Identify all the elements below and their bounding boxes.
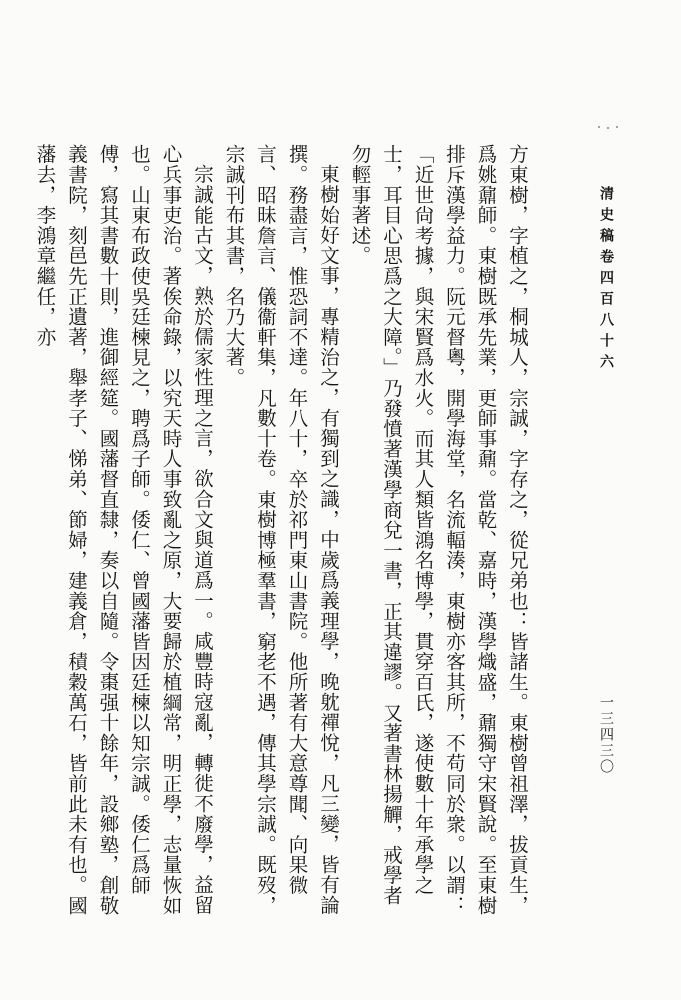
paragraph: 宗誠能古文，熟於儒家性理之言，欲合文與道爲一。咸豐時寇亂，轉徙不廢學，益留心兵事吏治。著俟命錄，以究天時人事致亂之原，大要歸於植綱常，明正學，志量恢如也。山東布政使吳廷楝見之，聘爲子師。倭仁、曾國藩皆因廷楝以知宗誠。倭仁爲師傅，寫其書數十則，進御經筵。國藩督直隸，奏以自隨。令棗强十餘年，設鄉塾，創敬義書院，刻邑先正遺著，舉孝子、悌弟、節婦，建義倉，積穀萬石，皆前此未有也。國藩去，李鴻章繼任，亦 xyxy=(33,144,214,916)
scan-speck xyxy=(598,126,600,128)
scan-speck xyxy=(616,126,618,128)
paragraph: 方東樹，字植之，桐城人，宗誠，字存之，從兄弟也：皆諸生。東樹曾祖澤，拔貢生，爲姚鼐師。東樹既承先業，更師事鼐。當乾、嘉時，漢學熾盛，鼐獨守宋賢說。至東樹排斥漢學益力。阮元督粵，開學海堂，名流輻湊，東樹亦客其所，不苟同於衆。以謂：「近世尙考據，與宋賢爲水火。而其人類皆鴻名博學，貫穿百氏，遂使數十年承學之士，耳目心思爲之大障。」乃發憤著漢學商兌一書，正其違謬。又著書林揚觶，戒學者勿輕事著述。 xyxy=(348,144,529,916)
paragraph: 東樹始好文事，專精治之，有獨到之識，中歲爲義理學，晚躭禪悅，凡三變，皆有論撰。務盡言，惟恐詞不達。年八十，卒於祁門東山書院。他所著有大意尊聞、向果微言、昭昧詹言、儀衞軒集，凡數十卷。東樹博極羣書，窮老不遇，傳其學宗誠。既歿，宗誠刊布其書，名乃大著。 xyxy=(222,144,340,916)
running-header-title: 清史稿卷四百八十六 xyxy=(598,186,614,375)
page-number: 一三四三〇 xyxy=(598,695,614,775)
scan-speck xyxy=(607,127,609,129)
main-text-block xyxy=(33,144,533,924)
